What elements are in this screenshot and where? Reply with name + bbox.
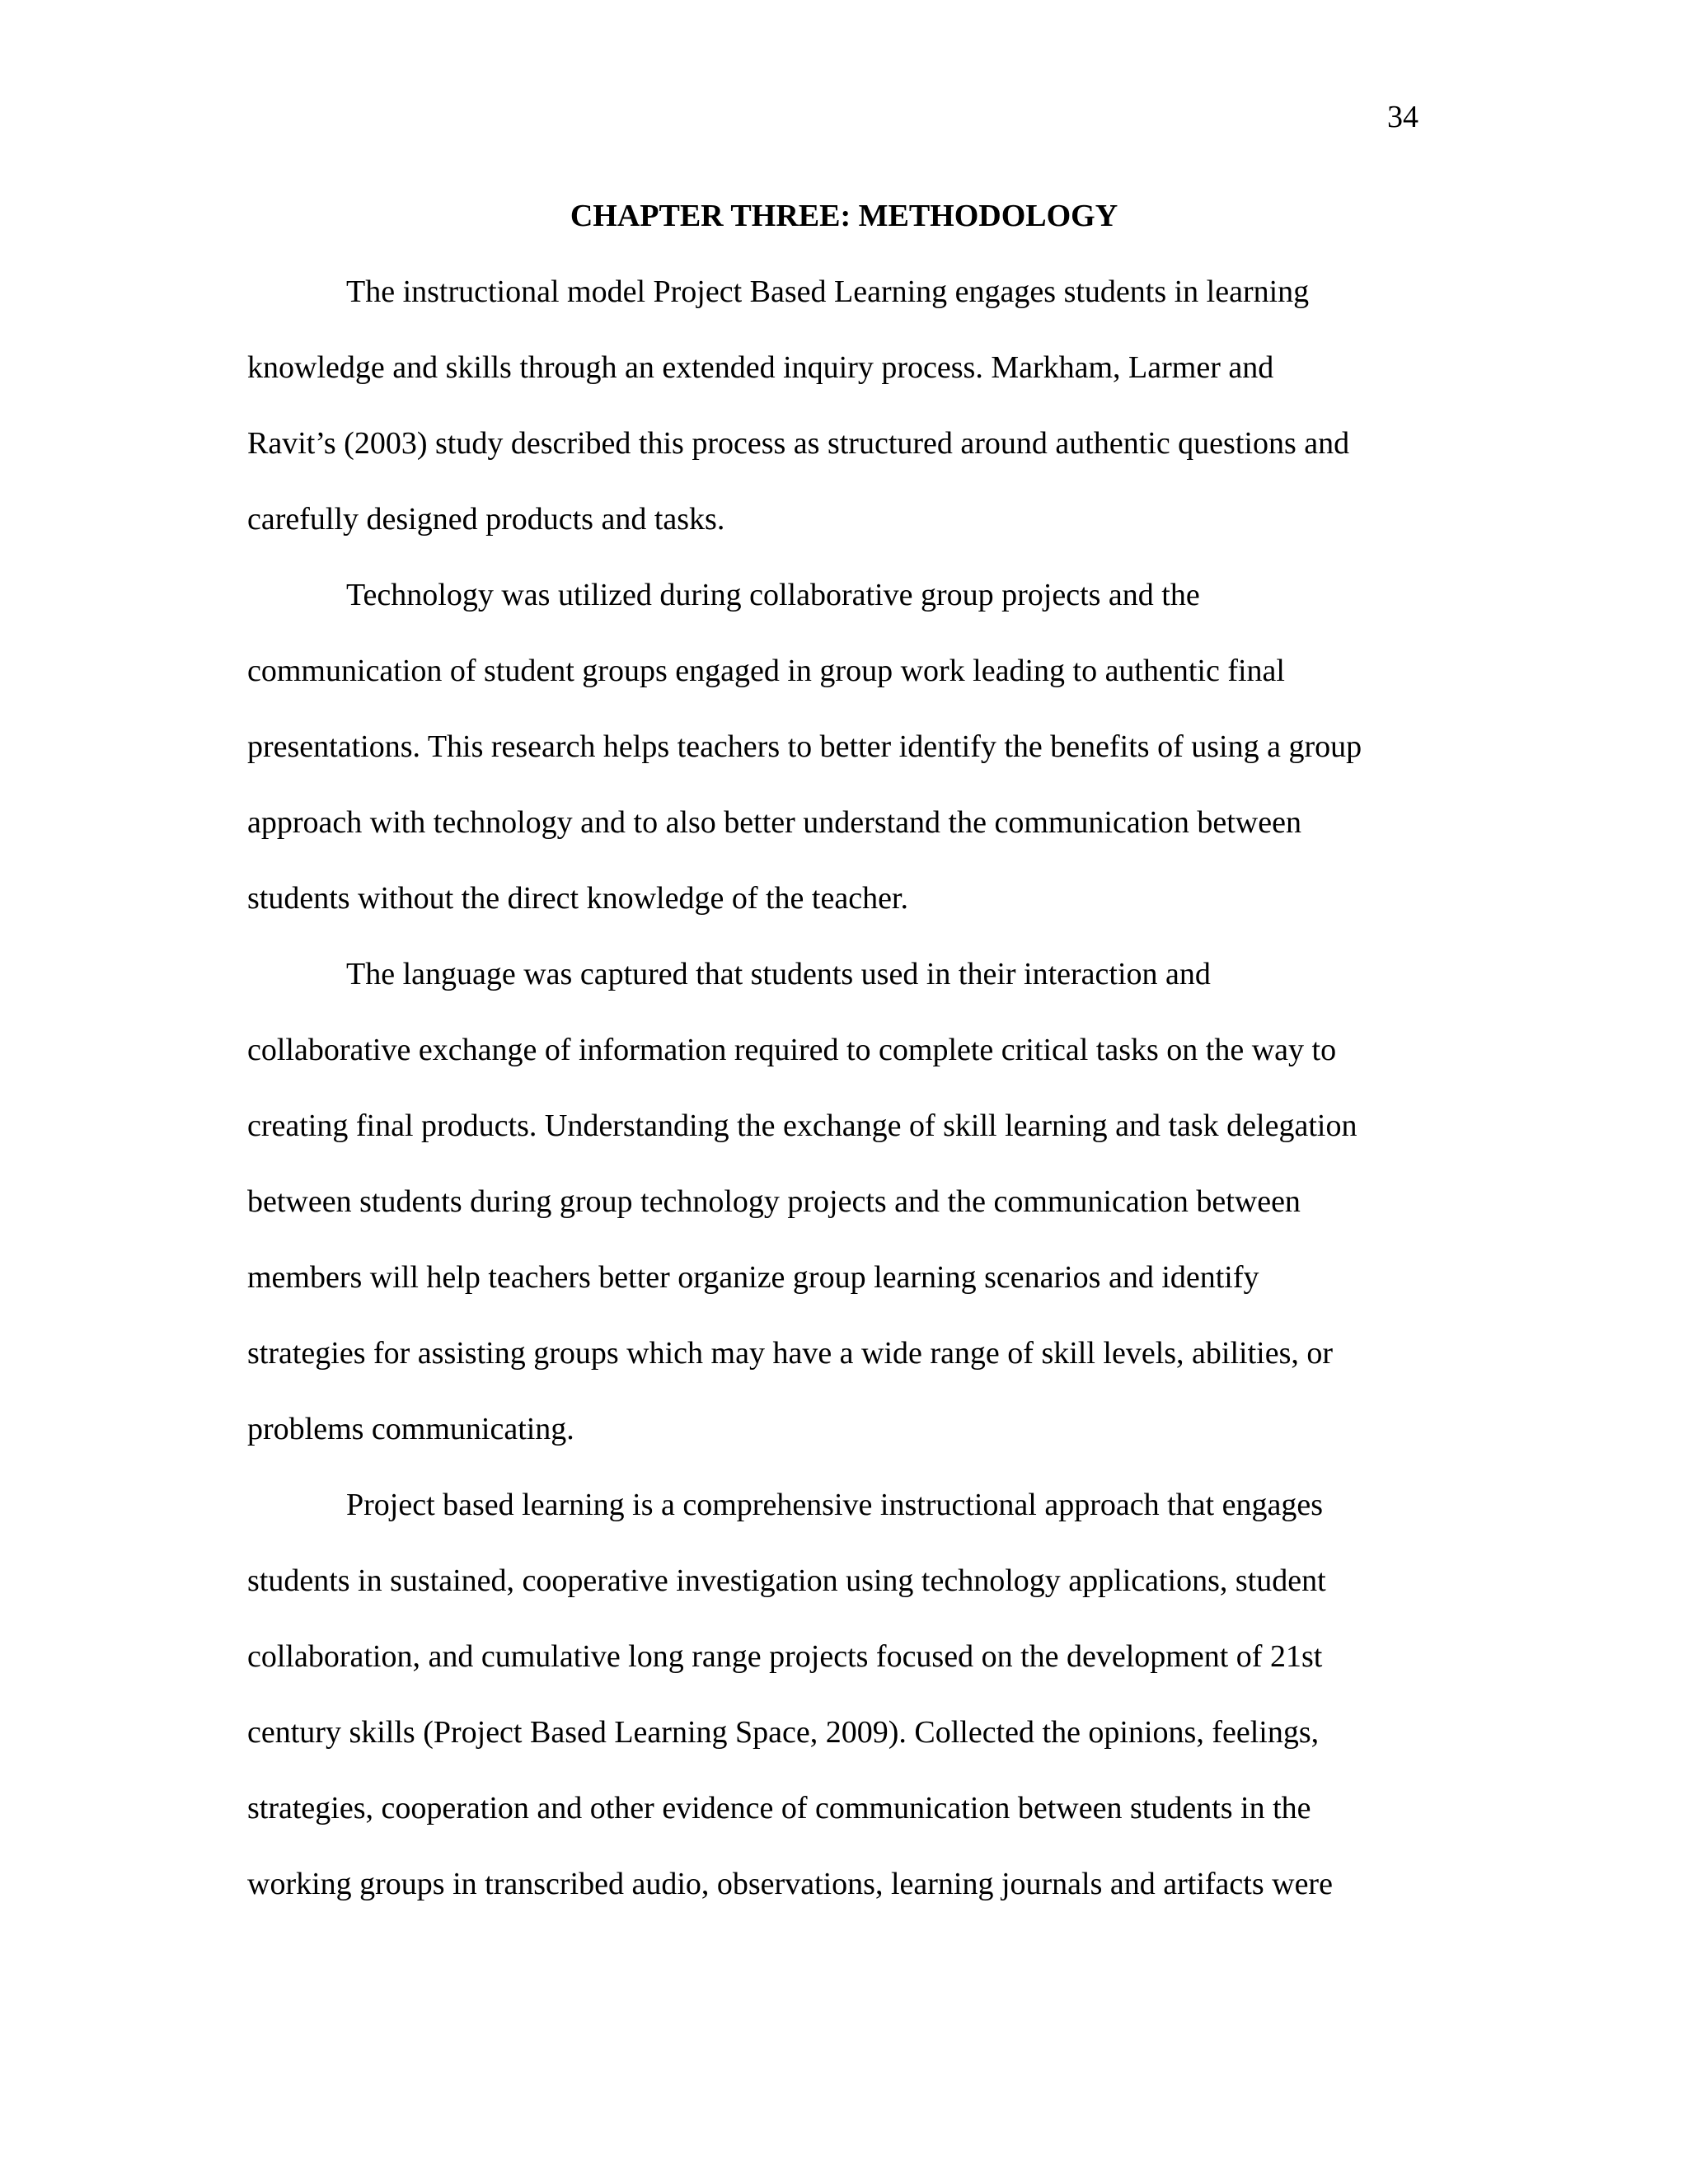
text-line: presentations. This research helps teachers to better identify the benefits of using a group bbox=[247, 729, 1362, 764]
text-line: problems communicating. bbox=[247, 1412, 574, 1446]
text-line: The instructional model Project Based Learning engages students in learning bbox=[346, 274, 1310, 309]
text-line: collaborative exchange of information required to complete critical tasks on the way to bbox=[247, 1033, 1337, 1067]
text-line: strategies for assisting groups which may have a wide range of skill levels, abilities, or bbox=[247, 1336, 1334, 1371]
text-line: working groups in transcribed audio, observations, learning journals and artifacts were bbox=[247, 1867, 1333, 1901]
text-line: knowledge and skills through an extended inquiry process. Markham, Larmer and bbox=[247, 350, 1274, 385]
text-line: communication of student groups engaged in group work leading to authentic final bbox=[247, 654, 1285, 688]
text-line: Ravit’s (2003) study described this process as structured around authentic questions and bbox=[247, 426, 1350, 461]
page-number: 34 bbox=[1387, 100, 1418, 134]
text-line: students without the direct knowledge of the teacher. bbox=[247, 881, 908, 916]
text-line: members will help teachers better organize group learning scenarios and identify bbox=[247, 1260, 1259, 1295]
chapter-title: CHAPTER THREE: METHODOLOGY bbox=[570, 199, 1118, 233]
text-line: collaboration, and cumulative long range projects focused on the development of 21st bbox=[247, 1639, 1323, 1674]
text-line: century skills (Project Based Learning Space, 2009). Collected the opinions, feelings, bbox=[247, 1715, 1320, 1750]
text-line: between students during group technology projects and the communication between bbox=[247, 1184, 1301, 1219]
text-line: Technology was utilized during collaborative group projects and the bbox=[346, 578, 1200, 612]
text-line: Project based learning is a comprehensive instructional approach that engages bbox=[346, 1488, 1323, 1522]
body-text bbox=[247, 272, 1451, 1940]
text-line: creating final products. Understanding the exchange of skill learning and task delegation bbox=[247, 1108, 1357, 1143]
text-line: students in sustained, cooperative investigation using technology applications, student bbox=[247, 1563, 1326, 1598]
text-line: approach with technology and to also better understand the communication between bbox=[247, 805, 1301, 840]
text-line: strategies, cooperation and other evidence of communication between students in the bbox=[247, 1791, 1311, 1825]
text-line: carefully designed products and tasks. bbox=[247, 502, 725, 537]
text-line: The language was captured that students used in their interaction and bbox=[346, 957, 1211, 991]
